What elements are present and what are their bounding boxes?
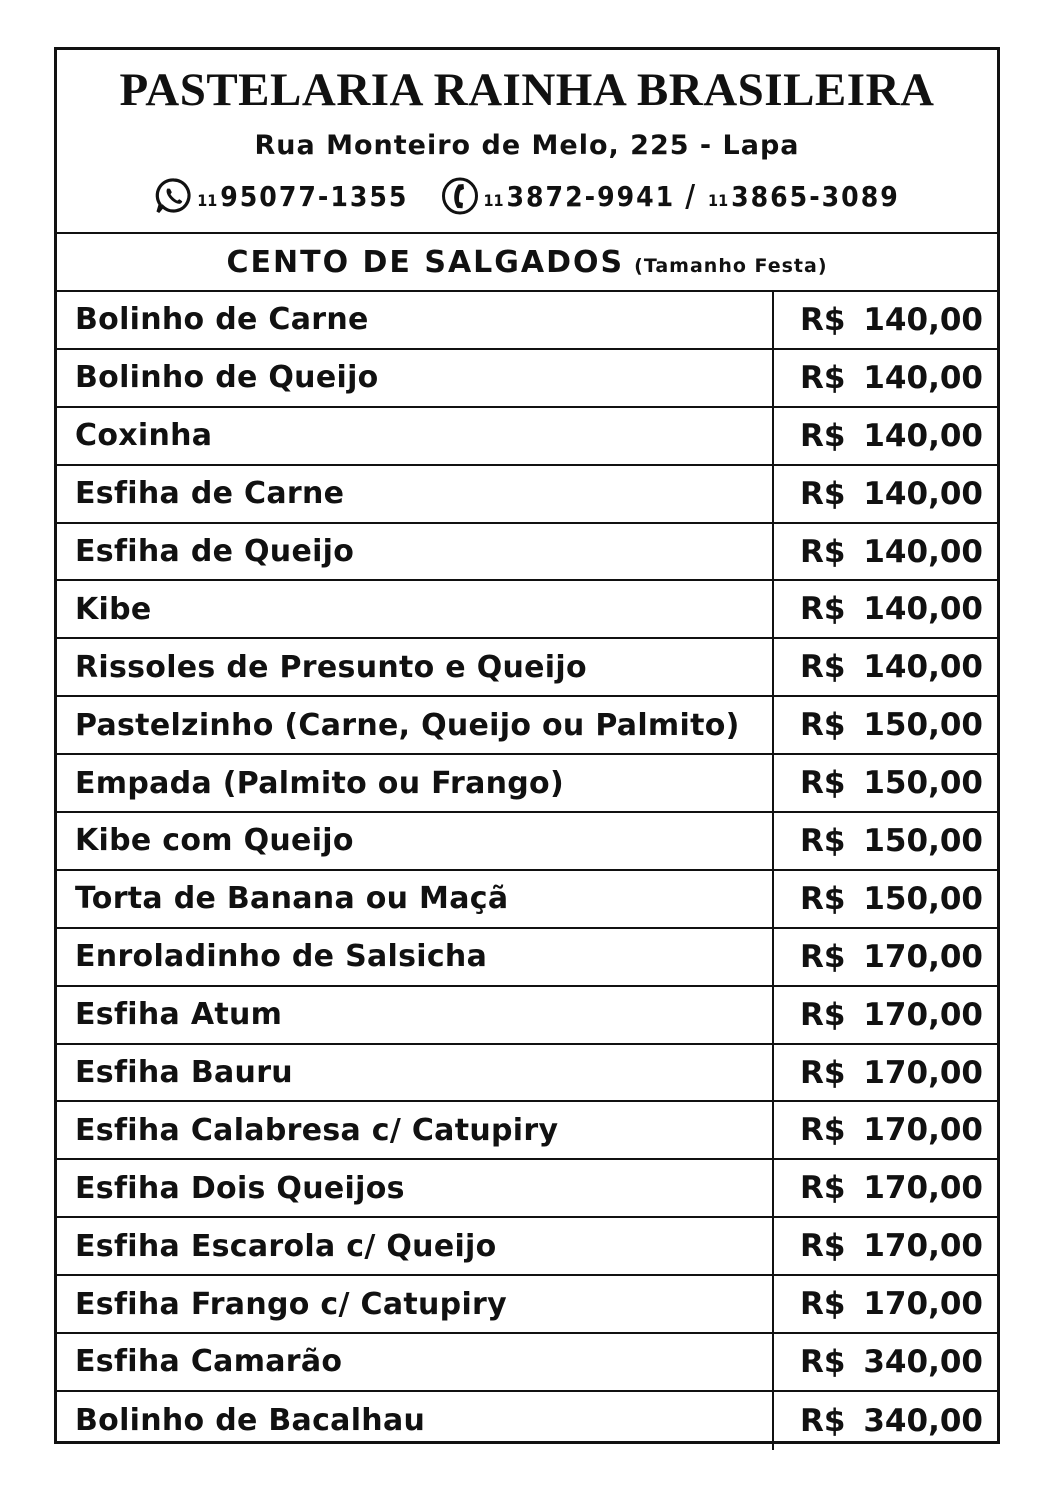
item-price-cell <box>774 292 997 348</box>
item-name: Esfiha Camarão <box>57 1334 774 1390</box>
item-price: 150,00 <box>863 822 983 859</box>
item-price: 170,00 <box>863 1286 983 1323</box>
phone1-number: 3872-9941 <box>506 179 676 213</box>
item-name: Esfiha de Carne <box>57 466 774 522</box>
item-name: Bolinho de Queijo <box>57 350 774 406</box>
item-price: 150,00 <box>863 707 983 744</box>
menu-row <box>57 813 997 871</box>
menu-row <box>57 639 997 697</box>
item-price: 140,00 <box>863 649 983 686</box>
item-price-cell <box>774 929 997 985</box>
item-price-cell <box>774 350 997 406</box>
menu-row <box>57 1392 997 1450</box>
item-price-cell <box>774 1160 997 1216</box>
item-name: Esfiha Calabresa c/ Catupiry <box>57 1102 774 1158</box>
currency-symbol: R$ <box>800 359 846 396</box>
item-name: Kibe com Queijo <box>57 813 774 869</box>
currency-symbol: R$ <box>800 1054 846 1091</box>
menu-sheet <box>54 47 1000 1444</box>
item-price-cell <box>774 1102 997 1158</box>
contact-phones <box>57 176 997 216</box>
item-price-cell <box>774 1045 997 1101</box>
item-price-cell <box>774 987 997 1043</box>
menu-row <box>57 408 997 466</box>
item-name: Empada (Palmito ou Frango) <box>57 755 774 811</box>
menu-row <box>57 581 997 639</box>
phone2-area-code: 11 <box>708 190 729 210</box>
menu-row <box>57 987 997 1045</box>
item-name: Rissoles de Presunto e Queijo <box>57 639 774 695</box>
currency-symbol: R$ <box>800 765 846 802</box>
currency-symbol: R$ <box>800 1228 846 1265</box>
currency-symbol: R$ <box>800 1343 846 1380</box>
whatsapp-number: 95077-1355 <box>220 179 409 213</box>
item-price: 150,00 <box>863 765 983 802</box>
phone-icon <box>440 176 480 216</box>
whatsapp-icon <box>154 176 194 216</box>
item-price: 140,00 <box>863 591 983 628</box>
item-price: 170,00 <box>863 996 983 1033</box>
section-title <box>57 234 997 292</box>
menu-row <box>57 755 997 813</box>
item-price-cell <box>774 755 997 811</box>
item-name: Pastelzinho (Carne, Queijo ou Palmito) <box>57 697 774 753</box>
currency-symbol: R$ <box>800 1286 846 1323</box>
item-price: 140,00 <box>863 475 983 512</box>
price-list <box>57 292 997 1450</box>
currency-symbol: R$ <box>800 1112 846 1149</box>
phone2-number: 3865-3089 <box>731 179 900 213</box>
menu-row <box>57 350 997 408</box>
phone1-area-code: 11 <box>483 190 504 210</box>
item-name: Esfiha de Queijo <box>57 524 774 580</box>
menu-row <box>57 466 997 524</box>
item-price-cell <box>774 1276 997 1332</box>
currency-symbol: R$ <box>800 822 846 859</box>
menu-row <box>57 1218 997 1276</box>
currency-symbol: R$ <box>800 301 846 338</box>
currency-symbol: R$ <box>800 707 846 744</box>
section-heading: CENTO DE SALGADOS <box>226 244 625 280</box>
item-price: 170,00 <box>863 1228 983 1265</box>
item-name: Esfiha Escarola c/ Queijo <box>57 1218 774 1274</box>
item-price: 170,00 <box>863 1170 983 1207</box>
item-name: Esfiha Atum <box>57 987 774 1043</box>
item-price: 170,00 <box>863 1054 983 1091</box>
menu-row <box>57 871 997 929</box>
item-price-cell <box>774 1218 997 1274</box>
item-price-cell <box>774 639 997 695</box>
menu-row <box>57 697 997 755</box>
menu-row <box>57 1102 997 1160</box>
item-price-cell <box>774 1334 997 1390</box>
menu-row <box>57 929 997 987</box>
shop-address: Rua Monteiro de Melo, 225 - Lapa <box>254 130 800 161</box>
item-price-cell <box>774 871 997 927</box>
currency-symbol: R$ <box>800 1170 846 1207</box>
item-price: 340,00 <box>863 1343 983 1380</box>
currency-symbol: R$ <box>800 649 846 686</box>
menu-row <box>57 1160 997 1218</box>
item-price: 140,00 <box>863 533 983 570</box>
menu-row <box>57 524 997 582</box>
menu-row <box>57 1276 997 1334</box>
item-price: 170,00 <box>863 938 983 975</box>
item-price-cell <box>774 466 997 522</box>
item-name: Esfiha Bauru <box>57 1045 774 1101</box>
item-price-cell <box>774 408 997 464</box>
item-name: Bolinho de Bacalhau <box>57 1392 774 1450</box>
currency-symbol: R$ <box>800 533 846 570</box>
item-name: Coxinha <box>57 408 774 464</box>
currency-symbol: R$ <box>800 475 846 512</box>
item-price-cell <box>774 697 997 753</box>
whatsapp-contact <box>154 176 408 216</box>
item-name: Esfiha Dois Queijos <box>57 1160 774 1216</box>
item-price-cell <box>774 813 997 869</box>
item-price: 150,00 <box>863 880 983 917</box>
menu-row <box>57 1045 997 1103</box>
landline-contact <box>440 176 899 216</box>
item-name: Enroladinho de Salsicha <box>57 929 774 985</box>
item-name: Bolinho de Carne <box>57 292 774 348</box>
section-subheading: (Tamanho Festa) <box>634 255 828 277</box>
currency-symbol: R$ <box>800 880 846 917</box>
shop-name: PASTELARIA RAINHA BRASILEIRA <box>119 64 935 116</box>
currency-symbol: R$ <box>800 1402 846 1439</box>
item-name: Kibe <box>57 581 774 637</box>
menu-row <box>57 1334 997 1392</box>
currency-symbol: R$ <box>800 591 846 628</box>
item-price: 140,00 <box>863 301 983 338</box>
currency-symbol: R$ <box>800 417 846 454</box>
item-price: 340,00 <box>863 1402 983 1439</box>
currency-symbol: R$ <box>800 938 846 975</box>
whatsapp-area-code: 11 <box>197 190 218 210</box>
menu-header <box>57 50 997 234</box>
item-name: Esfiha Frango c/ Catupiry <box>57 1276 774 1332</box>
item-price: 170,00 <box>863 1112 983 1149</box>
phone-separator: / <box>685 178 696 214</box>
item-price-cell <box>774 1392 997 1450</box>
item-price-cell <box>774 581 997 637</box>
item-price-cell <box>774 524 997 580</box>
item-name: Torta de Banana ou Maçã <box>57 871 774 927</box>
item-price: 140,00 <box>863 359 983 396</box>
currency-symbol: R$ <box>800 996 846 1033</box>
item-price: 140,00 <box>863 417 983 454</box>
menu-row <box>57 292 997 350</box>
